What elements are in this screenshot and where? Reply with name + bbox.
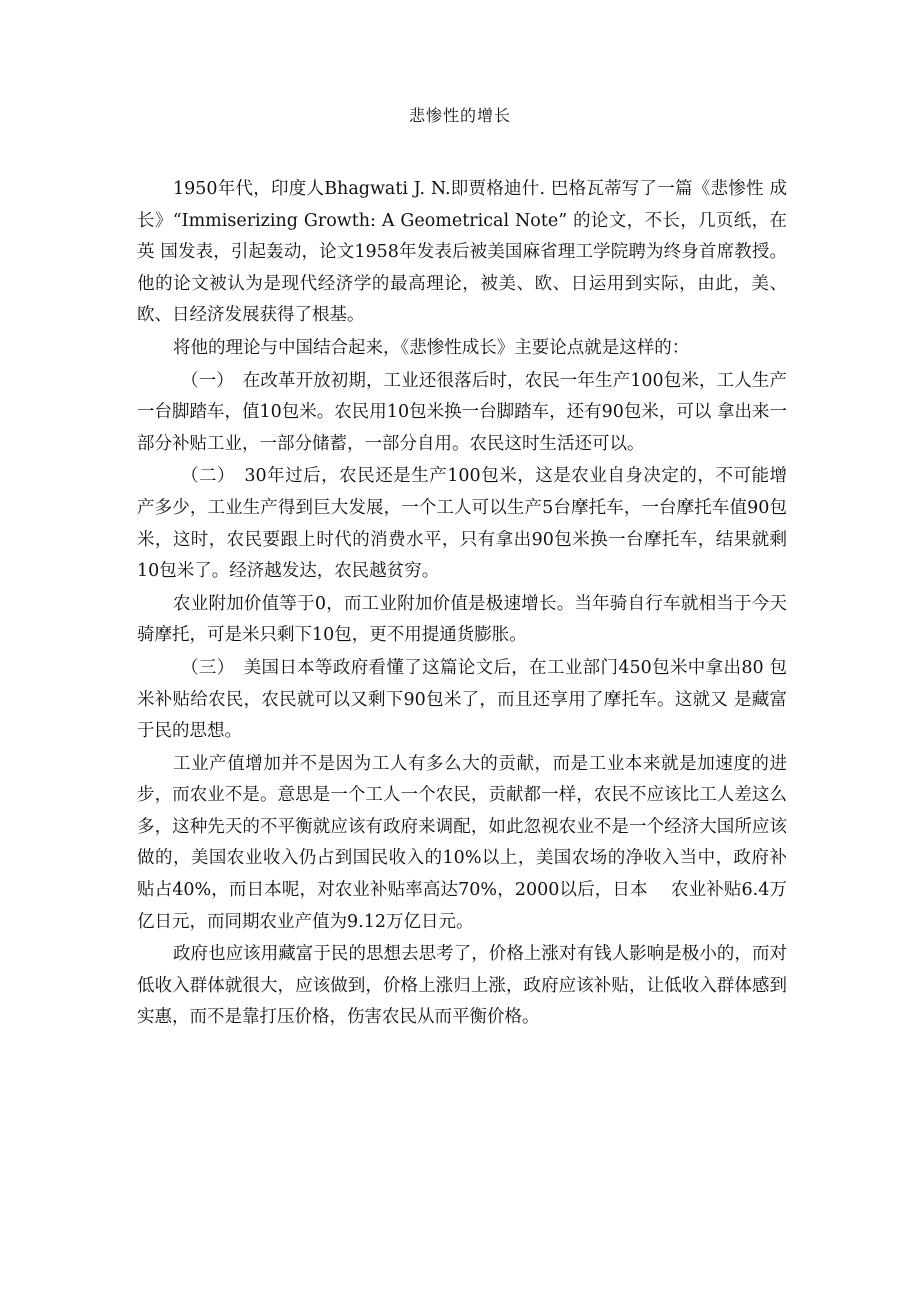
document-body	[137, 174, 787, 1035]
paragraph-industry-output: 工业产值增加并不是因为工人有多么大的贡献，而是工业本来就是加速度的进步，而农业不是。意思是一个工人一个农民，贡献都一样，农民不应该比工人差这么多，这种先天的不平衡就应该有政府来调配，如此忽视农业不是一个经济大国所应该做的，美国农业收入仍占到国民收入的10%以上，美国农场的净收入当中，政府补贴占40%，而日本呢，对农业补贴率高达70%，2000以后，日本 农业补贴6.4万亿日元，而同期农业产值为9.12万亿日元。	[137, 753, 787, 932]
document-title: 悲惨性的增长	[408, 106, 511, 125]
paragraph-value-added: 农业附加价值等于0，而工业附加价值是极速增长。当年骑自行车就相当于今天骑摩托，可是米只剩下10包，更不用提通货膨胀。	[137, 593, 787, 646]
paragraph-point-one: （一） 在改革开放初期，工业还很落后时，农民一年生产100包米，工人生产一台脚踏车，值10包米。农民用10包米换一台脚踏车，还有90包米，可以 拿出来一部分补贴工业，一部分储蓄，一部分自用。农民这时生活还可以。	[137, 370, 787, 454]
paragraph-conclusion: 政府也应该用藏富于民的思想去思考了，价格上涨对有钱人影响是极小的，而对低收入群体就很大，应该做到，价格上涨归上涨，政府应该补贴，让低收入群体感到实惠，而不是靠打压价格，伤害农民从而平衡价格。	[137, 944, 787, 1028]
paragraph-point-three: （三） 美国日本等政府看懂了这篇论文后，在工业部门450包米中拿出80 包米补贴给农民，农民就可以又剩下90包米了，而且还享用了摩托车。这就又 是藏富于民的思想。	[137, 657, 788, 742]
paragraph-intro: 1950年代，印度人Bhagwati J. N.即贾格迪什. 巴格瓦蒂写了一篇《悲惨性 成长》“Immiserizing Growth: A Geometrical Note” 的论文，不长，几页纸，在英 国发表，引起轰动，论文1958年发表后被美国麻省理工学院聘为终身首席教授。 他的论文被认为是现代经济学的最高理论，被美、欧、日运用到实际，由此，美、 欧、日经济发展获得了根基。	[137, 179, 787, 326]
paragraph-thesis: 将他的理论与中国结合起来，《悲惨性成长》主要论点就是这样的：	[173, 337, 690, 358]
paragraph-point-two: （二） 30年过后，农民还是生产100包米，这是农业自身决定的，不可能增产多少，工业生产得到巨大发展，一个工人可以生产5台摩托车，一台摩托车值90包米，这时，农民要跟上时代的消费水平，只有拿出90包米换一台摩托车，结果就剩10包米了。经济越发达，农民越贫穷。	[137, 466, 787, 582]
